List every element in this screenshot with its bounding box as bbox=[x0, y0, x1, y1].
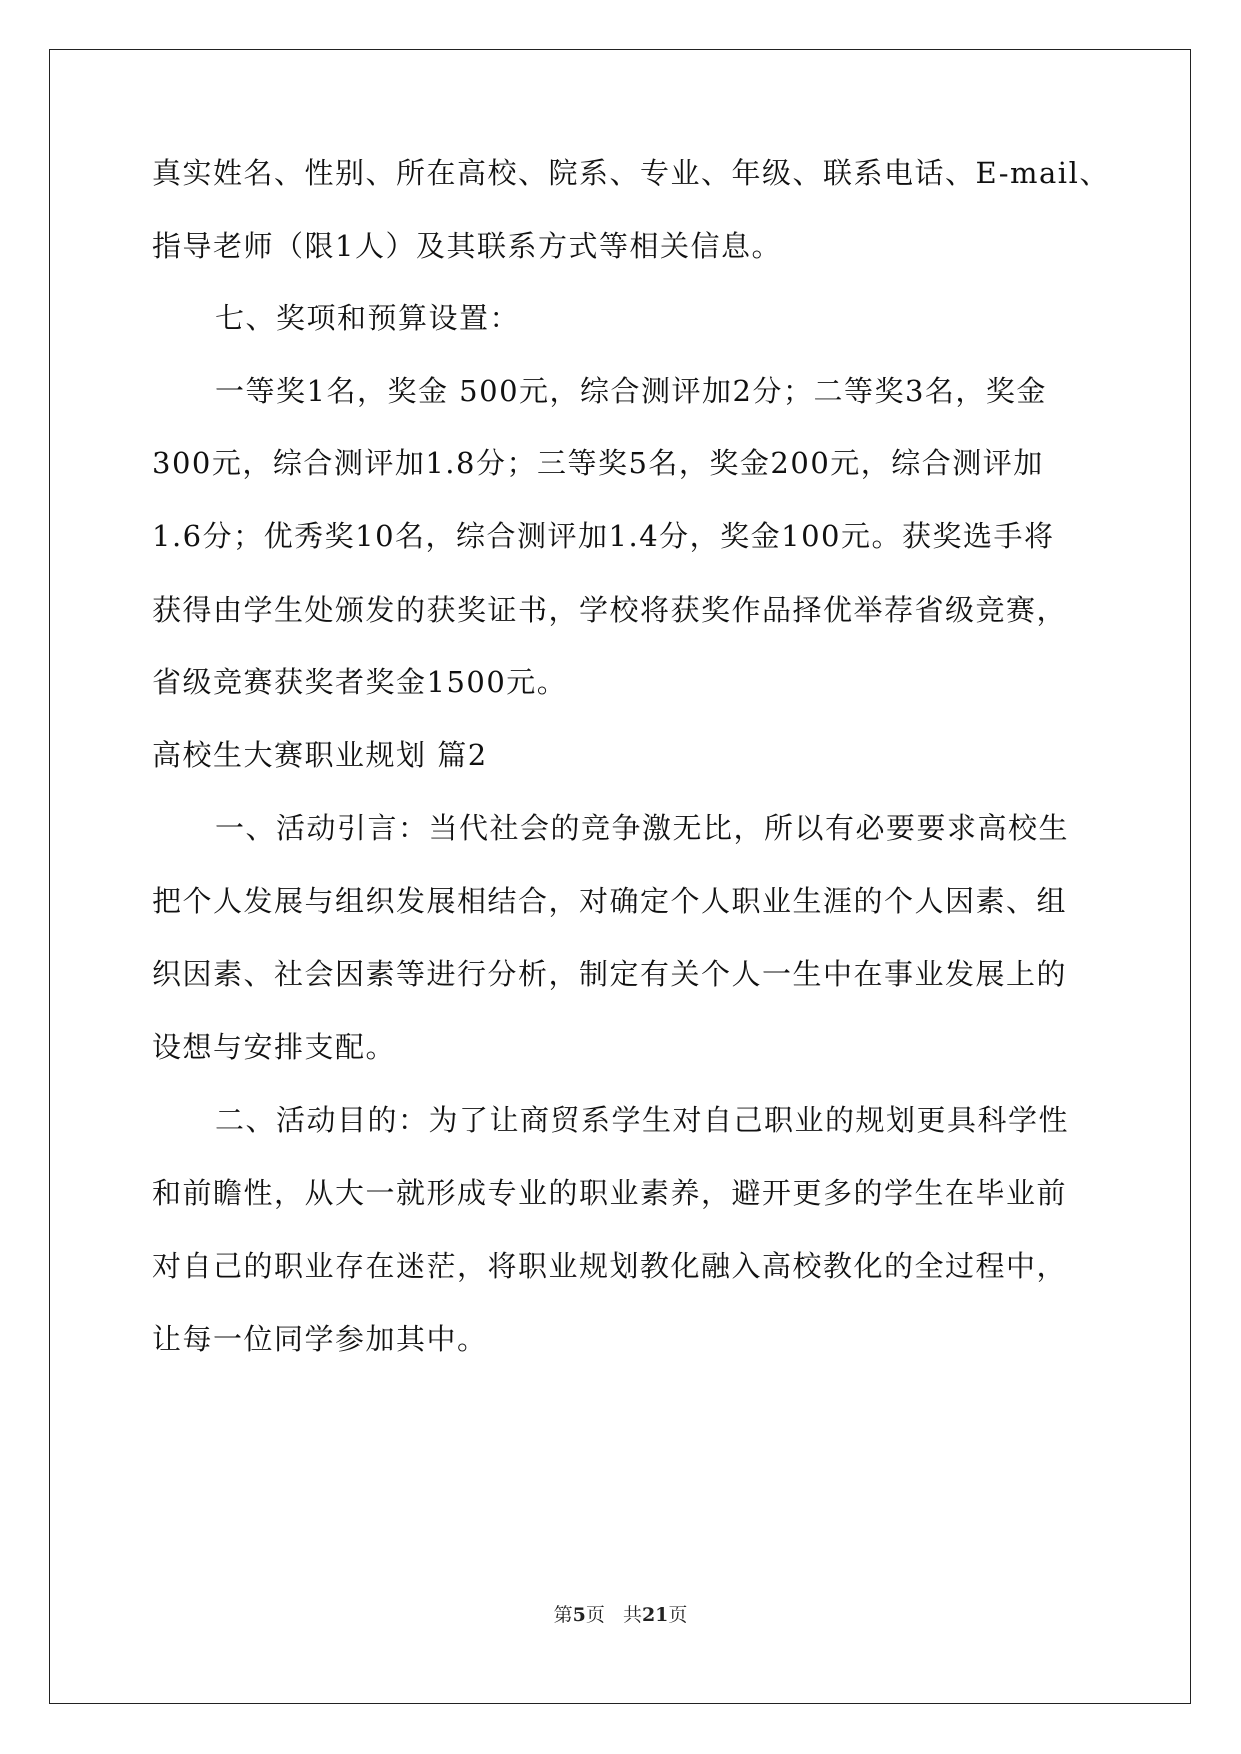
article-title: 高校生大赛职业规划 篇2 bbox=[152, 738, 488, 772]
body-text-line: 把个人发展与组织发展相结合，对确定个人职业生涯的个人因素、组 bbox=[152, 884, 1068, 918]
body-text-line: 省级竞赛获奖者奖金1500元。 bbox=[152, 665, 568, 699]
body-text-line: 指导老师（限1人）及其联系方式等相关信息。 bbox=[152, 229, 782, 263]
body-text-line: 织因素、社会因素等进行分析，制定有关个人一生中在事业发展上的 bbox=[152, 957, 1068, 991]
body-text-line: 真实姓名、性别、所在高校、院系、专业、年级、联系电话、E-mail、 bbox=[152, 156, 1110, 190]
footer-prefix: 第 bbox=[553, 1604, 573, 1626]
body-text-line: 一等奖1名，奖金 500元，综合测评加2分；二等奖3名，奖金 bbox=[215, 374, 1047, 408]
current-page-number: 5 bbox=[572, 1604, 586, 1626]
body-text-line: 设想与安排支配。 bbox=[152, 1030, 397, 1064]
page-footer bbox=[0, 1600, 1241, 1627]
body-text-line: 对自己的职业存在迷茫，将职业规划教化融入高校教化的全过程中， bbox=[152, 1249, 1068, 1283]
body-text-line: 获得由学生处颁发的获奖证书，学校将获奖作品择优举荐省级竞赛， bbox=[152, 593, 1068, 627]
section-heading-awards: 七、奖项和预算设置： bbox=[215, 301, 521, 335]
body-text-line: 和前瞻性，从大一就形成专业的职业素养，避开更多的学生在毕业前 bbox=[152, 1176, 1068, 1210]
footer-middle: 页 共 bbox=[585, 1604, 642, 1626]
body-text-line: 一、活动引言：当代社会的竞争激无比，所以有必要要求高校生 bbox=[215, 811, 1070, 845]
body-text-line: 让每一位同学参加其中。 bbox=[152, 1322, 488, 1356]
body-text-line: 1.6分；优秀奖10名，综合测评加1.4分，奖金100元。获奖选手将 bbox=[152, 519, 1055, 553]
body-text-line: 300元，综合测评加1.8分；三等奖5名，奖金200元，综合测评加 bbox=[152, 446, 1044, 480]
total-page-count: 21 bbox=[641, 1604, 669, 1626]
footer-suffix: 页 bbox=[668, 1604, 688, 1626]
body-text-line: 二、活动目的：为了让商贸系学生对自己职业的规划更具科学性 bbox=[215, 1103, 1070, 1137]
